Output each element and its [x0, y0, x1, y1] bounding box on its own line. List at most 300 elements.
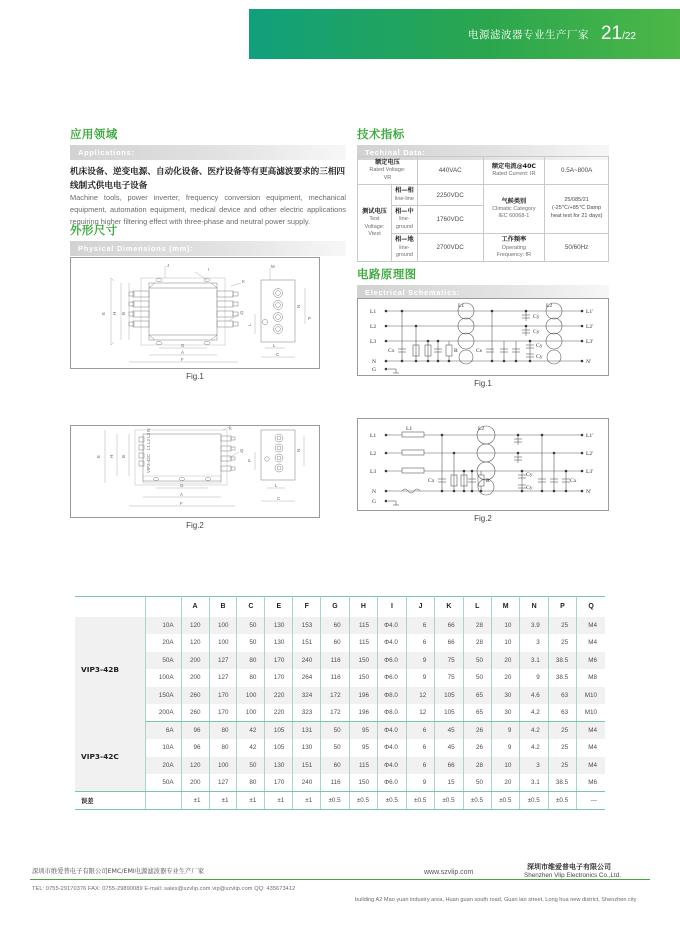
cell-J: 6: [406, 757, 434, 775]
svg-text:L1: L1: [406, 426, 413, 432]
cell-G: 50: [321, 722, 349, 740]
cell-Q: M10: [577, 687, 605, 705]
svg-text:VIP3-42C: VIP3-42C: [146, 453, 151, 473]
cell-G: 60: [321, 617, 349, 635]
schematic-fig2: [357, 418, 609, 511]
svg-text:L2': L2': [586, 324, 594, 330]
dimension-drawing-fig1-svg: [71, 258, 321, 370]
svg-text:L3: L3: [370, 469, 377, 475]
cell-K: 15: [435, 774, 463, 792]
table-row: [75, 757, 605, 775]
svg-text:L1': L1': [586, 309, 594, 315]
cell-C: 50: [237, 757, 265, 775]
col-header-E: E: [265, 597, 293, 617]
tolerance-P: ±0.5: [548, 792, 576, 810]
svg-text:L2: L2: [478, 426, 485, 432]
cell-H: 115: [349, 757, 377, 775]
section-schematics-title-en: Electrical Schematics:: [357, 285, 609, 300]
table-row: [75, 617, 605, 635]
cell-A: 96: [181, 722, 209, 740]
tolerance-E: ±1: [265, 792, 293, 810]
svg-text:L3: L3: [370, 339, 377, 345]
cell-G: 116: [321, 774, 349, 792]
tolerance-Q: ---: [577, 792, 605, 810]
current-rating: 20A: [146, 757, 181, 775]
col-header-model: [75, 597, 146, 617]
cell-J: 6: [406, 634, 434, 652]
cell-J: 12: [406, 704, 434, 722]
cell-L: 28: [463, 757, 491, 775]
cell-G: 116: [321, 669, 349, 687]
svg-text:L: L: [275, 483, 278, 488]
cell-K: 75: [435, 652, 463, 670]
svg-text:N: N: [372, 489, 377, 495]
table-row: [358, 185, 609, 206]
cell-G: 60: [321, 757, 349, 775]
svg-text:L1: L1: [370, 309, 377, 315]
test-row-1-value: 1760VDC: [417, 205, 483, 233]
cell-M: 10: [492, 757, 520, 775]
cell-M: 30: [492, 704, 520, 722]
cell-J: 9: [406, 669, 434, 687]
cell-I: Φ4.0: [378, 634, 407, 652]
cell-F: 240: [293, 652, 321, 670]
svg-text:A: A: [181, 350, 184, 355]
svg-text:G: G: [180, 483, 184, 488]
cell-F: 131: [293, 722, 321, 740]
applications-text-en: Machine tools, power inverter, frequency conversion equipment, mechanical equipment, automation equipment, medical device and other electric applications requiring higher filtering effect with three-phase and neutral power supply.: [70, 193, 346, 226]
cell-M: 9: [492, 739, 520, 757]
model-name: VIP3-42B: [75, 617, 146, 722]
test-row-2-value: 2700VDC: [417, 234, 483, 262]
cell-B: 80: [209, 722, 237, 740]
section-technical: [357, 126, 609, 160]
cell-A: 120: [181, 617, 209, 635]
climatic-value: 25/085/21 (-25℃/+85℃ Damp heat test for 21 days): [545, 185, 609, 234]
svg-text:N': N': [586, 359, 592, 365]
cell-L: 26: [463, 739, 491, 757]
svg-text:N': N': [586, 489, 592, 495]
cell-G: 50: [321, 739, 349, 757]
cell-L: 28: [463, 617, 491, 635]
cell-E: 170: [265, 774, 293, 792]
header-title: 电源滤波器专业生产厂家: [467, 28, 589, 41]
footer-address: building A2 Mao yuan industry area, Huan guan south road, Guan lan street, Long hua new district, Shenzhen city: [355, 897, 637, 903]
cell-A: 260: [181, 704, 209, 722]
col-header-M: M: [492, 597, 520, 617]
cell-E: 130: [265, 757, 293, 775]
svg-text:Cy: Cy: [526, 472, 533, 478]
cell-J: 6: [406, 617, 434, 635]
cell-P: 38.5: [548, 774, 576, 792]
col-header-L: L: [463, 597, 491, 617]
svg-text:Cy: Cy: [536, 343, 543, 349]
tolerance-B: ±1: [209, 792, 237, 810]
cell-N: 3.9: [520, 617, 548, 635]
cell-I: Φ4.0: [378, 739, 407, 757]
tolerance-L: ±0.5: [463, 792, 491, 810]
section-technical-title-cn: 技术指标: [357, 127, 405, 141]
svg-text:B: B: [121, 455, 126, 458]
cell-P: 25: [548, 634, 576, 652]
col-header-current: [146, 597, 181, 617]
col-header-F: F: [293, 597, 321, 617]
cell-H: 150: [349, 774, 377, 792]
table-header-row: [75, 597, 605, 617]
section-applications-title-cn: 应用领域: [70, 127, 118, 141]
footer-company-en: Shenzhen Vlip Electronics Co.,Ltd.: [524, 872, 621, 879]
table-row: [75, 704, 605, 722]
cell-B: 100: [209, 757, 237, 775]
table-row: [75, 722, 605, 740]
cell-C: 80: [237, 774, 265, 792]
svg-text:L2: L2: [546, 303, 553, 309]
cell-I: Φ6.0: [378, 774, 407, 792]
svg-text:B: B: [121, 312, 126, 315]
svg-text:H: H: [112, 311, 117, 315]
col-header-H: H: [349, 597, 377, 617]
tolerance-row: [75, 792, 605, 810]
svg-text:K: K: [229, 426, 232, 431]
table-row: [75, 774, 605, 792]
svg-text:L1: L1: [370, 433, 377, 439]
svg-text:Cx: Cx: [388, 348, 395, 354]
col-header-I: I: [378, 597, 407, 617]
cell-L: 26: [463, 722, 491, 740]
current-rating: 200A: [146, 704, 181, 722]
cell-N: 3.1: [520, 652, 548, 670]
dimension-drawing-fig1: [70, 257, 320, 369]
table-row: [75, 739, 605, 757]
dimension-drawing-fig2-svg: [71, 426, 321, 519]
col-header-G: G: [321, 597, 349, 617]
cell-G: 172: [321, 687, 349, 705]
cell-N: 4.2: [520, 704, 548, 722]
cell-C: 80: [237, 652, 265, 670]
cell-G: 116: [321, 652, 349, 670]
cell-A: 96: [181, 739, 209, 757]
cell-G: 172: [321, 704, 349, 722]
section-schematics: [357, 266, 609, 300]
cell-A: 200: [181, 669, 209, 687]
cell-P: 38.5: [548, 669, 576, 687]
section-dimensions: [70, 222, 346, 256]
rated-voltage-label-cn: 额定电压: [375, 159, 400, 166]
cell-E: 130: [265, 634, 293, 652]
footer-contact: TEL: 0755-29170376 FAX: 0755-29890089 E-mail: sales@szvlip.com vip@szvlip.com QQ: 435673412: [32, 886, 296, 892]
svg-text:L: L: [247, 323, 252, 326]
cell-I: Φ4.0: [378, 617, 407, 635]
schematic-fig1: [357, 298, 609, 376]
cell-J: 6: [406, 722, 434, 740]
svg-text:H: H: [109, 454, 114, 458]
frequency-label-cn: 工作频率: [501, 236, 527, 244]
climatic-label-cn: 气候类别: [501, 197, 527, 205]
col-header-C: C: [237, 597, 265, 617]
cell-A: 260: [181, 687, 209, 705]
cell-L: 50: [463, 774, 491, 792]
cell-F: 130: [293, 739, 321, 757]
current-rating: 6A: [146, 722, 181, 740]
footer-company-line-cn: 深圳市维爱普电子有限公司EMC/EMI电源滤波器专业生产厂家: [32, 868, 205, 875]
rated-current-value: 0.5A~800A: [545, 157, 609, 185]
tolerance-F: ±1: [293, 792, 321, 810]
cell-J: 9: [406, 774, 434, 792]
dimension-fig1-caption: Fig.1: [186, 372, 204, 381]
cell-H: 115: [349, 634, 377, 652]
cell-B: 80: [209, 739, 237, 757]
cell-K: 105: [435, 687, 463, 705]
cell-P: 63: [548, 704, 576, 722]
svg-text:Cs: Cs: [476, 348, 482, 354]
table-row: [75, 634, 605, 652]
svg-text:Cy: Cy: [536, 354, 543, 360]
cell-L: 65: [463, 704, 491, 722]
cell-A: 120: [181, 757, 209, 775]
svg-text:R: R: [486, 478, 490, 484]
model-name: VIP3-42C: [75, 722, 146, 792]
cell-E: 130: [265, 617, 293, 635]
svg-text:Cy: Cy: [526, 485, 533, 491]
cell-A: 200: [181, 774, 209, 792]
section-applications-title-en: Applications:: [70, 145, 346, 160]
test-row-2-label-en: line-ground: [395, 244, 413, 258]
cell-H: 95: [349, 739, 377, 757]
dimension-drawing-fig2: [70, 425, 320, 518]
cell-M: 9: [492, 722, 520, 740]
cell-F: 151: [293, 757, 321, 775]
cell-K: 105: [435, 704, 463, 722]
cell-K: 66: [435, 617, 463, 635]
cell-N: 3.1: [520, 774, 548, 792]
tolerance-A: ±1: [181, 792, 209, 810]
current-rating: 10A: [146, 739, 181, 757]
test-row-0-label-cn: 相—相: [395, 187, 414, 195]
current-rating: 150A: [146, 687, 181, 705]
cell-K: 45: [435, 739, 463, 757]
table-row: [358, 157, 609, 185]
test-row-2-label-cn: 相—地: [395, 236, 414, 244]
svg-text:G: G: [372, 499, 377, 505]
cell-P: 63: [548, 687, 576, 705]
cell-C: 42: [237, 722, 265, 740]
cell-M: 20: [492, 774, 520, 792]
climatic-label-en: Climatic Category: [492, 205, 536, 212]
cell-Q: M8: [588, 674, 597, 682]
svg-text:L1: L1: [458, 303, 465, 309]
schematic-fig1-caption: Fig.1: [474, 379, 492, 388]
cell-B: 100: [209, 634, 237, 652]
cell-J: 6: [406, 739, 434, 757]
cell-B: 127: [209, 669, 237, 687]
specifications-table: [75, 596, 605, 810]
cell-H: 115: [349, 617, 377, 635]
cell-E: 105: [265, 722, 293, 740]
cell-Q: M4: [588, 744, 597, 752]
cell-I: Φ4.0: [378, 722, 407, 740]
dimension-fig2-caption: Fig.2: [186, 521, 204, 530]
svg-text:J: J: [167, 263, 170, 268]
svg-text:F: F: [181, 357, 184, 362]
cell-B: 170: [209, 687, 237, 705]
cell-K: 75: [435, 669, 463, 687]
cell-Q: M6: [577, 774, 605, 792]
cell-P: 38.5: [548, 652, 576, 670]
page-number: [601, 23, 636, 45]
svg-text:I: I: [208, 267, 210, 272]
cell-A: 120: [181, 634, 209, 652]
cell-L: 50: [463, 652, 491, 670]
cell-I: Φ6.0: [378, 669, 407, 687]
cell-P: 25: [548, 757, 576, 775]
cell-L: 28: [463, 634, 491, 652]
cell-F: 324: [293, 687, 321, 705]
cell-C: 100: [237, 704, 265, 722]
cell-H: 150: [349, 669, 377, 687]
cell-F: 153: [293, 617, 321, 635]
footer-website[interactable]: www.szvlip.com: [424, 869, 474, 876]
cell-H: 196: [349, 704, 377, 722]
svg-text:M: M: [271, 264, 275, 269]
schematic-fig2-caption: Fig.2: [474, 514, 492, 523]
svg-text:L1 L2 L3 N: L1 L2 L3 N: [146, 428, 151, 450]
svg-text:L2: L2: [370, 451, 377, 457]
cell-C: 50: [237, 617, 265, 635]
svg-text:C: C: [277, 496, 281, 501]
section-dimensions-title-cn: 外形尺寸: [70, 223, 118, 237]
applications-text-cn: 机床设备、逆变电源、自动化设备、医疗设备等有更高滤波要求的三相四线制式供电电子设备: [70, 167, 346, 192]
section-technical-title-en: Techinal Data:: [357, 145, 609, 160]
test-row-0-label-en: line-line: [394, 195, 414, 202]
tolerance-C: ±1: [237, 792, 265, 810]
cell-K: 66: [435, 634, 463, 652]
rated-voltage-label-en: Rated Voltage:: [369, 167, 406, 174]
cell-M: 10: [492, 617, 520, 635]
header-banner: [249, 9, 680, 59]
test-voltage-label-cn: 测试电压: [362, 207, 387, 215]
cell-Q: M4: [577, 617, 605, 635]
frequency-label-en2: Frequency: fR: [496, 251, 532, 258]
table-row: [75, 687, 605, 705]
cell-M: 20: [492, 669, 520, 687]
tolerance-H: ±0.5: [349, 792, 377, 810]
cell-M: 30: [492, 687, 520, 705]
col-header-N: N: [520, 597, 548, 617]
current-rating: 10A: [146, 617, 181, 635]
svg-text:E: E: [96, 455, 101, 458]
rated-voltage-symbol: VR: [383, 174, 392, 181]
table-row: [75, 669, 605, 687]
svg-text:Cy: Cy: [533, 314, 540, 320]
col-header-B: B: [209, 597, 237, 617]
tolerance-label: 误差: [75, 792, 146, 810]
svg-text:G: G: [181, 343, 185, 348]
cell-Q: M4: [577, 757, 605, 775]
cell-I: Φ4.0: [378, 757, 407, 775]
svg-text:G: G: [372, 367, 377, 373]
svg-text:R: R: [454, 348, 458, 354]
cell-N: 4.2: [520, 722, 548, 740]
test-row-1-label-en: line-ground: [395, 216, 413, 230]
svg-text:Cx: Cx: [570, 478, 577, 484]
frequency-value: 50/60Hz: [545, 234, 609, 262]
cell-L: 65: [463, 687, 491, 705]
cell-H: 196: [349, 687, 377, 705]
cell-F: 264: [293, 669, 321, 687]
tolerance-N: ±0.5: [520, 792, 548, 810]
test-voltage-label-en: Test Voltage:: [364, 216, 385, 230]
specifications-table-body: [75, 617, 605, 810]
col-header-A: A: [181, 597, 209, 617]
page-number-total: /22: [622, 31, 636, 42]
rated-current-label-en: Rated Current: IR: [492, 171, 536, 178]
tolerance-current: [146, 792, 181, 810]
climatic-standard: IEC 60068-1: [498, 213, 530, 220]
svg-text:N: N: [372, 359, 377, 365]
cell-F: 323: [293, 704, 321, 722]
svg-text:L3': L3': [586, 469, 594, 475]
cell-E: 220: [265, 704, 293, 722]
tolerance-G: ±0.5: [321, 792, 349, 810]
section-schematics-title-cn: 电路原理图: [357, 267, 417, 281]
rated-voltage-value: 440VAC: [417, 157, 483, 185]
cell-Q: M4: [577, 722, 605, 740]
svg-text:A: A: [180, 492, 183, 497]
current-rating: 50A: [146, 652, 181, 670]
col-header-Q: Q: [577, 597, 605, 617]
tolerance-K: ±0.5: [435, 792, 463, 810]
cell-I: Φ6.0: [378, 652, 407, 670]
cell-Q: M4: [588, 639, 597, 647]
section-dimensions-title-en: Physical Dimensions (mm):: [70, 241, 346, 256]
tolerance-I: ±0.5: [378, 792, 407, 810]
col-header-K: K: [435, 597, 463, 617]
cell-P: 25: [548, 722, 576, 740]
current-rating: 20A: [146, 634, 181, 652]
svg-text:N: N: [296, 448, 301, 452]
cell-G: 60: [321, 634, 349, 652]
svg-text:Q: Q: [240, 310, 244, 315]
cell-C: 42: [237, 739, 265, 757]
svg-text:P: P: [308, 316, 311, 321]
cell-H: 150: [349, 652, 377, 670]
current-rating: 100A: [146, 669, 181, 687]
svg-text:L: L: [273, 343, 276, 348]
svg-text:L1': L1': [586, 433, 594, 439]
svg-text:E: E: [101, 312, 106, 315]
svg-text:L3': L3': [586, 339, 594, 345]
svg-text:L2': L2': [586, 451, 594, 457]
test-row-1-label-cn: 相—中: [395, 207, 414, 215]
cell-K: 45: [435, 722, 463, 740]
cell-E: 170: [265, 669, 293, 687]
cell-E: 170: [265, 652, 293, 670]
svg-text:C: C: [276, 352, 280, 357]
cell-L: 50: [463, 669, 491, 687]
svg-text:N: N: [296, 304, 301, 308]
specifications-table-head: [75, 597, 605, 617]
section-applications: [70, 126, 346, 160]
frequency-label-en: Operating: [501, 244, 526, 251]
svg-text:K: K: [242, 279, 245, 284]
cell-K: 66: [435, 757, 463, 775]
svg-text:Cx: Cx: [428, 478, 435, 484]
cell-Q: M6: [577, 652, 605, 670]
cell-N: 3: [520, 757, 548, 775]
cell-F: 151: [293, 634, 321, 652]
cell-M: 10: [492, 634, 520, 652]
svg-text:Q: Q: [240, 448, 244, 453]
